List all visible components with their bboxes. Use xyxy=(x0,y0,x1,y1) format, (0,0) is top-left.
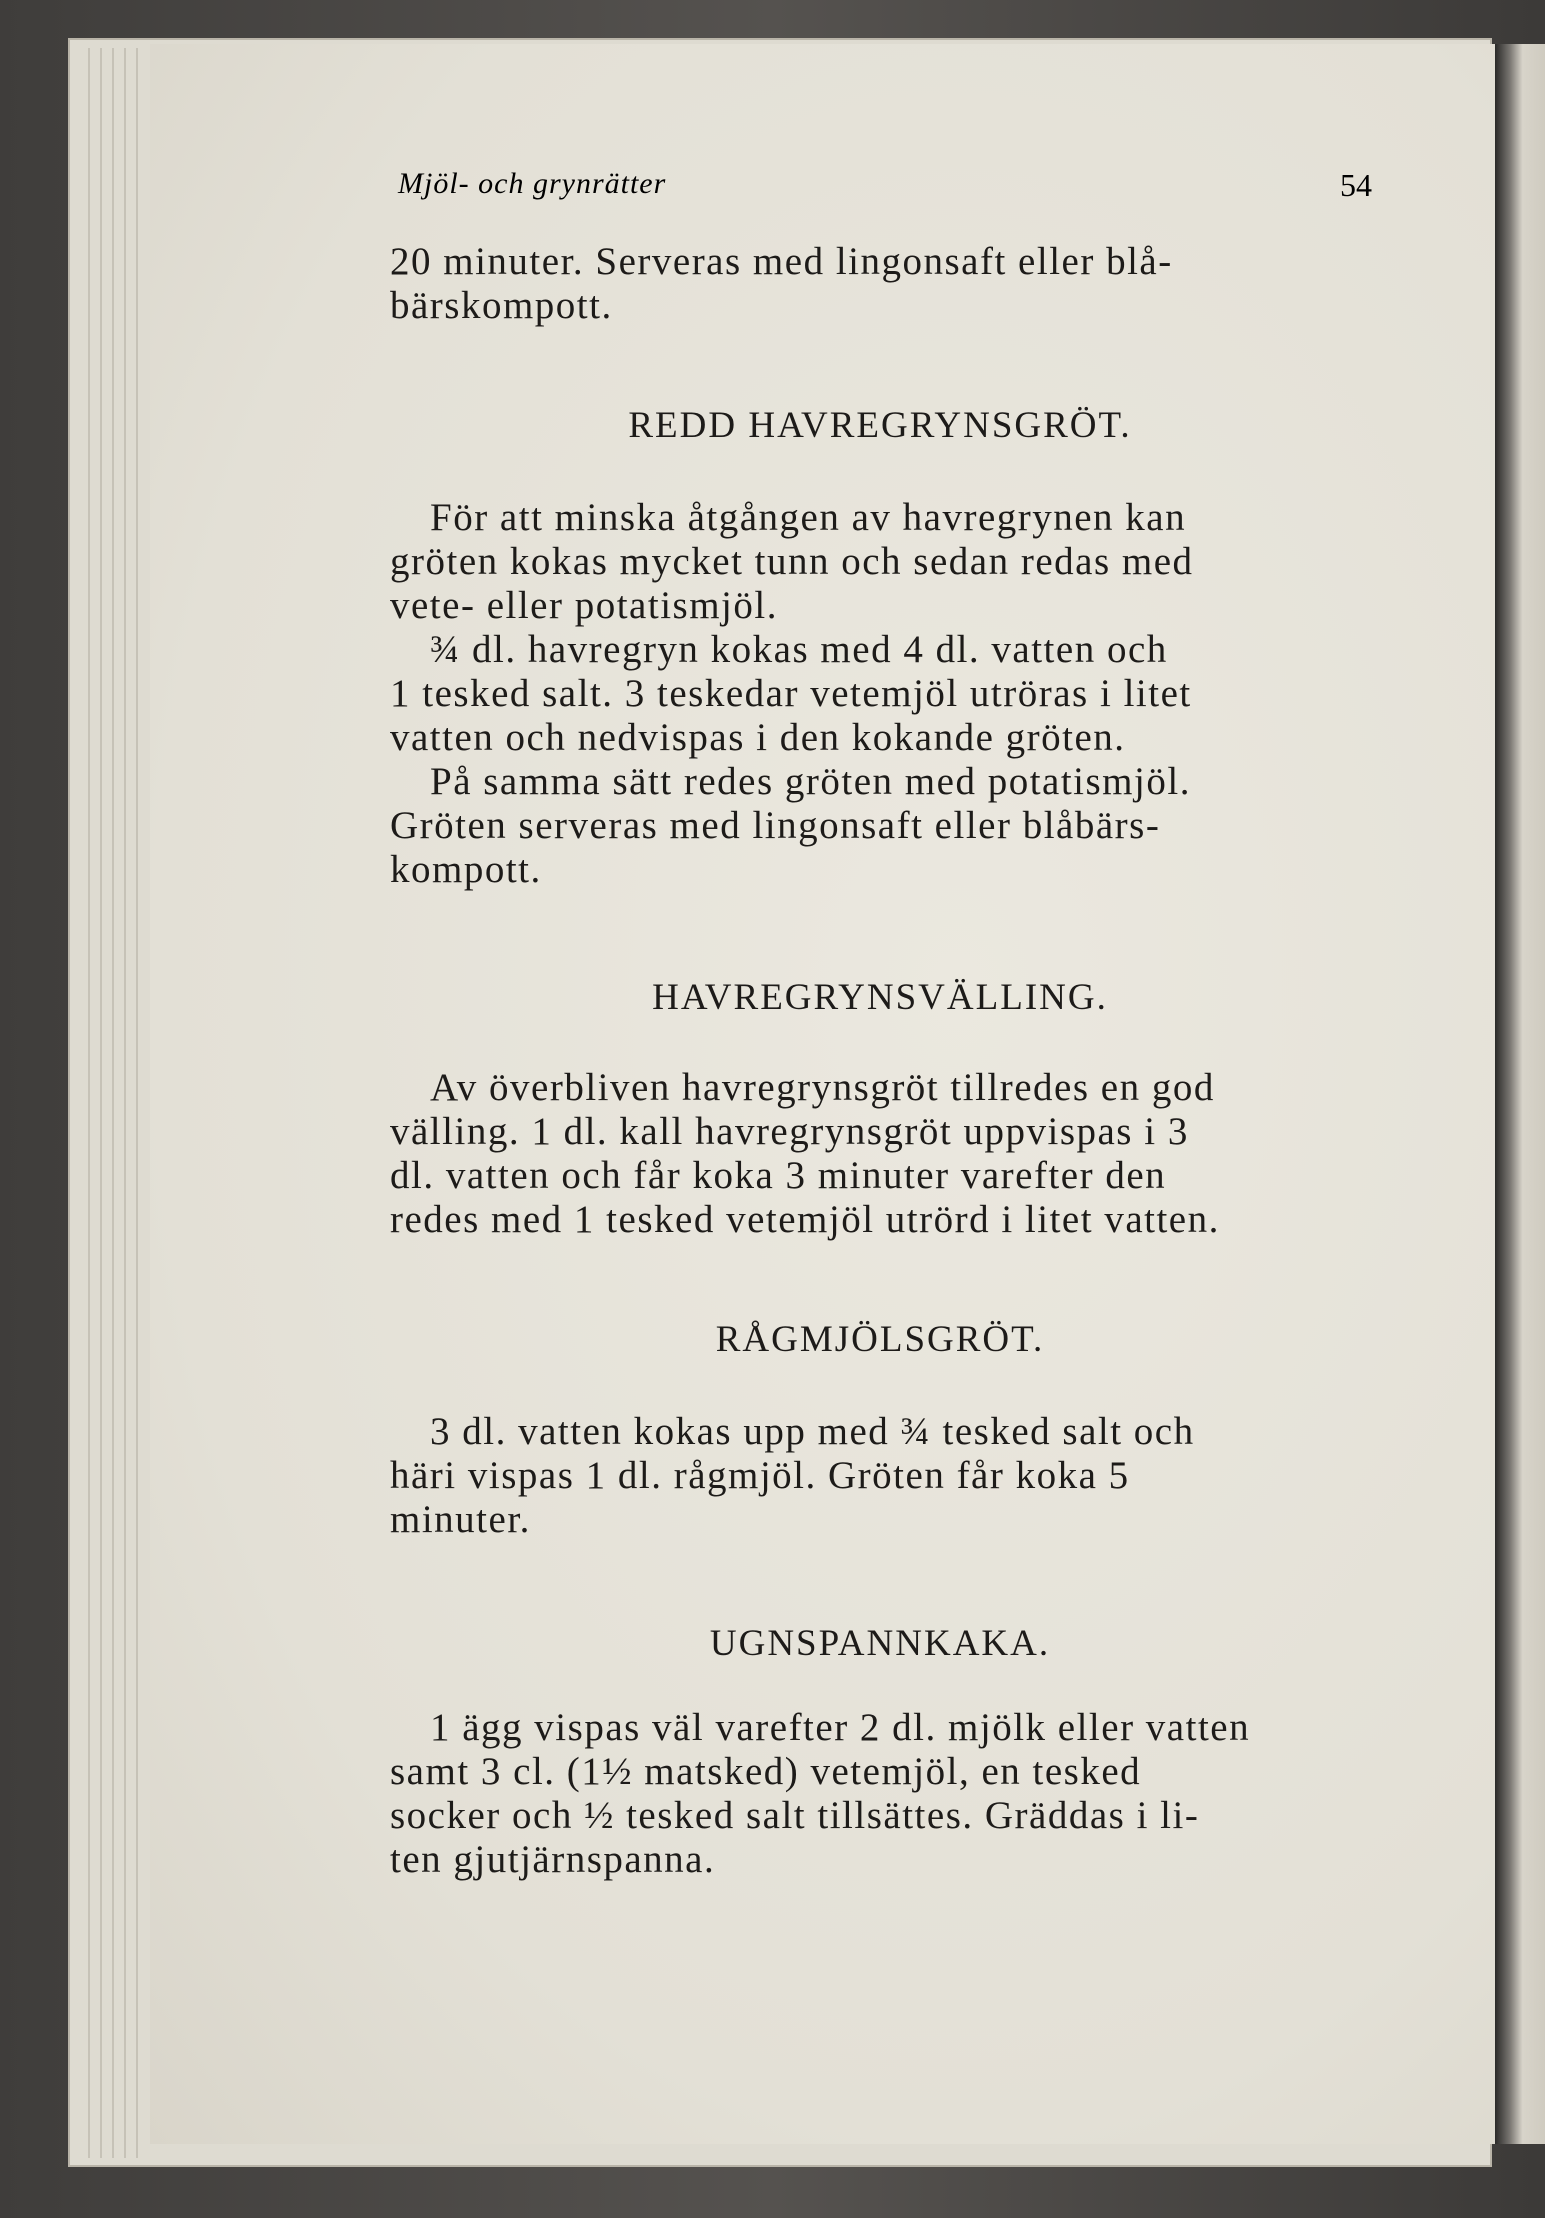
text-line: välling. 1 dl. kall havregrynsgröt uppvispas i 3 xyxy=(390,1110,1189,1153)
heading-text: UGNSPANNKAKA. xyxy=(709,1623,1051,1664)
text-line: ten gjutjärnspanna. xyxy=(390,1838,716,1881)
section-heading xyxy=(390,1622,1370,1665)
text-line: gröten kokas mycket tunn och sedan redas med xyxy=(390,540,1194,583)
text-line: kompott. xyxy=(390,848,542,891)
text-line: ¾ dl. havregryn kokas med 4 dl. vatten och xyxy=(430,628,1168,671)
text-block xyxy=(390,496,1370,892)
text-line: häri vispas 1 dl. rågmjöl. Gröten får koka 5 xyxy=(390,1454,1130,1497)
text-line: samt 3 cl. (1½ matsked) vetemjöl, en tesked xyxy=(390,1750,1142,1793)
page-edge xyxy=(88,48,90,2158)
text-line: bärskompott. xyxy=(390,284,613,327)
text-line: 3 dl. vatten kokas upp med ¾ tesked salt och xyxy=(430,1410,1195,1453)
text-block xyxy=(390,240,1370,328)
running-title: Mjöl- och grynrätter xyxy=(398,167,667,200)
text-line: vete- eller potatismjöl. xyxy=(390,584,778,627)
heading-text: RÅGMJÖLSGRÖT. xyxy=(715,1319,1045,1360)
text-line: vatten och nedvispas i den kokande gröten. xyxy=(390,716,1126,759)
section-heading xyxy=(390,404,1370,447)
heading-text: HAVREGRYNSVÄLLING. xyxy=(652,977,1108,1018)
page-body xyxy=(390,0,1370,2218)
facing-page-edge xyxy=(1495,44,1545,2144)
text-line: Gröten serveras med lingonsaft eller blåbärs- xyxy=(390,804,1161,847)
text-block xyxy=(390,1706,1370,1882)
heading-text: REDD HAVREGRYNSGRÖT. xyxy=(628,405,1132,446)
text-line: 1 ägg vispas väl varefter 2 dl. mjölk eller vatten xyxy=(430,1706,1251,1749)
text-line: För att minska åtgången av havregrynen kan xyxy=(430,496,1187,539)
text-line: dl. vatten och får koka 3 minuter varefter den xyxy=(390,1154,1167,1197)
page-edge xyxy=(112,48,114,2158)
text-line: Av överbliven havregrynsgröt tillredes en god xyxy=(430,1066,1215,1109)
text-line: redes med 1 tesked vetemjöl utrörd i litet vatten. xyxy=(390,1198,1220,1241)
text-block xyxy=(390,1410,1370,1542)
page-number: 54 xyxy=(1340,167,1372,203)
section-heading xyxy=(390,1318,1370,1361)
page-edge xyxy=(124,48,126,2158)
text-line: 20 minuter. Serveras med lingonsaft eller blå- xyxy=(390,240,1173,283)
section-heading xyxy=(390,976,1370,1019)
page-edge xyxy=(136,48,138,2158)
text-line: minuter. xyxy=(390,1498,531,1541)
text-line: socker och ½ tesked salt tillsättes. Gräddas i li- xyxy=(390,1794,1200,1837)
text-line: 1 tesked salt. 3 teskedar vetemjöl utröras i litet xyxy=(390,672,1192,715)
text-line: På samma sätt redes gröten med potatismjöl. xyxy=(430,760,1191,803)
text-block xyxy=(390,1066,1370,1242)
page-edge xyxy=(100,48,102,2158)
